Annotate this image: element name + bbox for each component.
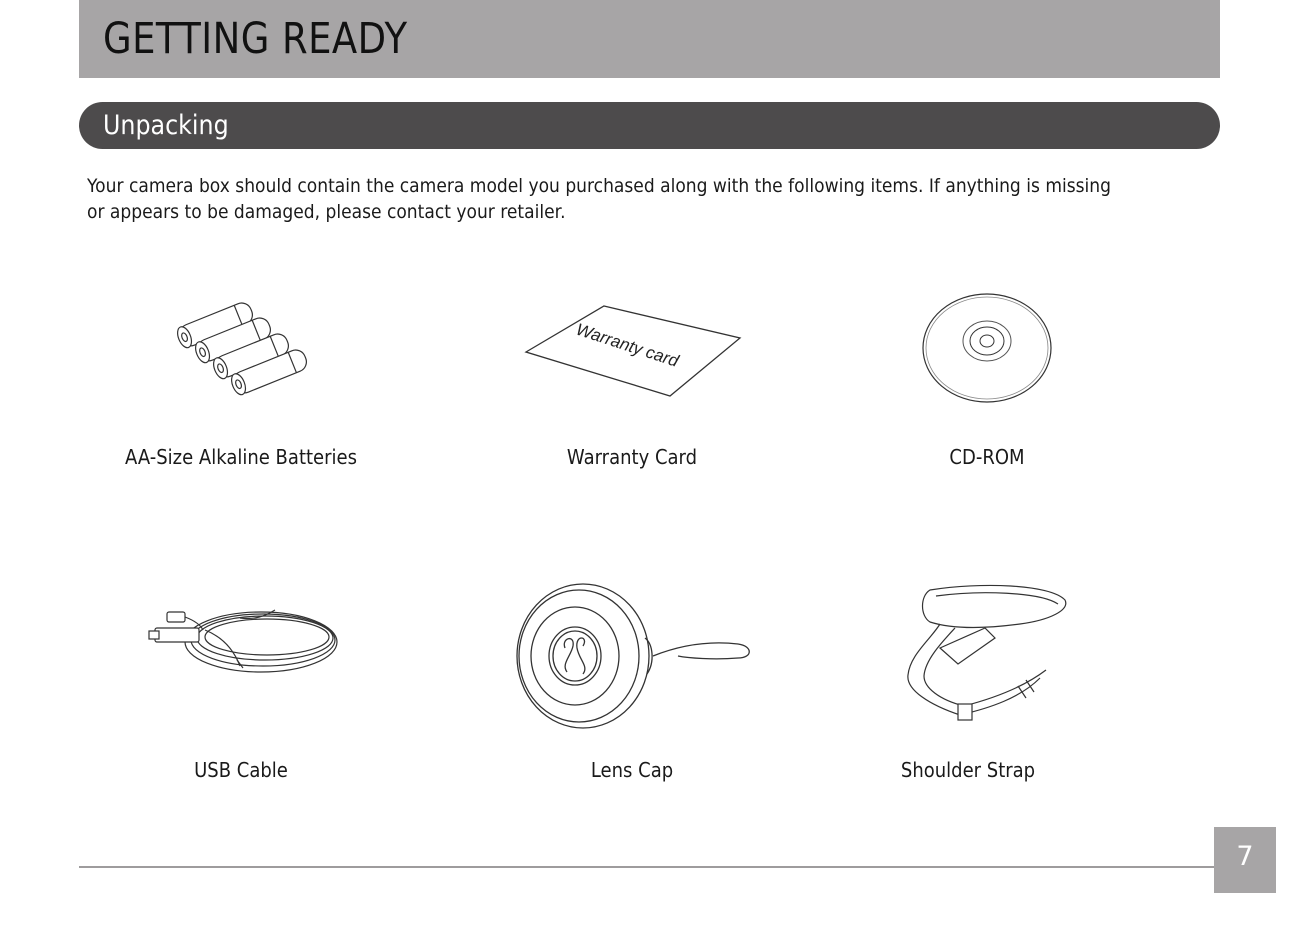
cd-rom-icon bbox=[920, 292, 1055, 407]
chapter-header-bar bbox=[79, 0, 1220, 78]
usb-cable-icon bbox=[145, 598, 340, 688]
section-header-bar bbox=[79, 102, 1220, 149]
footer-divider bbox=[79, 866, 1214, 868]
item-label: Warranty Card bbox=[566, 445, 698, 469]
warranty-card-text: Warranty card bbox=[573, 319, 681, 371]
warranty-card-icon bbox=[520, 300, 745, 400]
item-label: CD-ROM bbox=[949, 445, 1025, 469]
shoulder-strap-icon bbox=[900, 580, 1070, 730]
item-label: Shoulder Strap bbox=[900, 758, 1036, 782]
batteries-icon bbox=[165, 300, 320, 400]
chapter-title: GETTING READY bbox=[103, 14, 408, 64]
item-label: AA-Size Alkaline Batteries bbox=[125, 445, 357, 469]
item-label: Lens Cap bbox=[590, 758, 674, 782]
item-label: USB Cable bbox=[194, 758, 288, 782]
lens-cap-icon bbox=[513, 578, 758, 733]
intro-paragraph: Your camera box should contain the camera model you purchased along with the following items. If anything is missing or appears to be damaged, please contact your retailer. bbox=[87, 175, 1111, 223]
section-title: Unpacking bbox=[103, 110, 229, 141]
page-number: 7 bbox=[1236, 841, 1254, 872]
page-number-box bbox=[1214, 827, 1276, 893]
